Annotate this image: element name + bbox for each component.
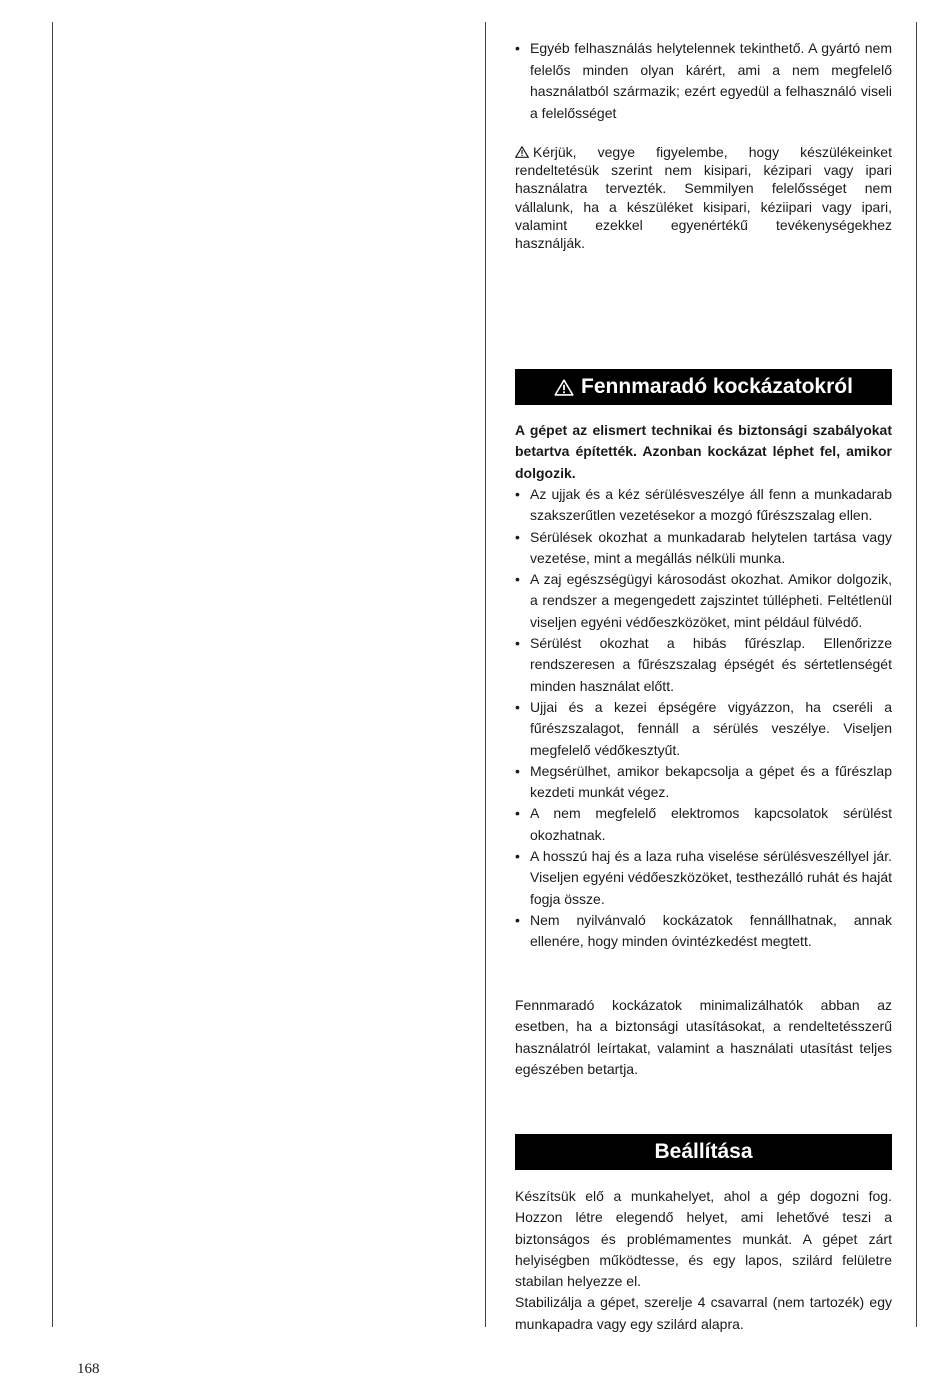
list-item: • A zaj egészségügyi károsodást okozhat. Amikor dolgozik, a rendszer a megengedett zajszintet túllépheti. Feltétlenül viseljen egyéni védőeszközöket, mint például fülvédő.	[515, 569, 892, 633]
setup-heading	[515, 1134, 892, 1170]
risks-summary: Fennmaradó kockázatok minimalizálhatók abban az esetben, ha a biztonsági utasításokat, a rendeltetésszerű használatról leírtakat, valamint a használati utasítást teljes egészében betartja.	[515, 997, 892, 1077]
list-item: • Ujjai és a kezei épségére vigyázzon, ha cseréli a fűrészszalagot, fennáll a sérülés veszélye. Viseljen megfelelő védőkesztyűt.	[515, 697, 892, 761]
heading-text: Beállítása	[654, 1140, 753, 1163]
setup-paragraph: Készítsük elő a munkahelyet, ahol a gép dogozni fog. Hozzon létre elegendő helyet, ami lehetővé teszi a biztonságos és problémamentes munkát. A gépet zárt helyiségben működtesse, és egy lapos, szilárd felületre stabilan helyezze el.	[515, 1188, 892, 1290]
column-divider-line	[485, 22, 486, 1327]
warning-triangle-icon	[515, 146, 529, 158]
page-number: 168	[77, 1361, 100, 1377]
list-item: • Nem nyilvánvaló kockázatok fennállhatnak, annak ellenére, hogy minden óvintézkedést megtett.	[515, 910, 892, 953]
list-item: • A nem megfelelő elektromos kapcsolatok sérülést okozhatnak.	[515, 803, 892, 846]
notice-text: Kérjük, vegye figyelembe, hogy készülékeinket rendeltetésük szerint nem kisipari, kézipari vagy ipari használatra tervezték. Semmilyen felelősséget nem vállalunk, ha a készüléket kisipari, kéziipari vagy ipari, valamint ezekkel egyenértékű tevékenységekhez használják.	[515, 144, 892, 252]
residual-risks-heading	[515, 369, 892, 405]
heading-text: Fennmaradó kockázatokról	[581, 375, 853, 398]
industrial-use-notice	[515, 143, 892, 252]
right-border-line	[916, 22, 917, 1327]
left-border-line	[52, 22, 53, 1327]
list-item: • Egyéb felhasználás helytelennek tekinthető. A gyártó nem felelős minden olyan kárért, ami a nem megfelelő használatból származik; ezért egyedül a felhasználó viseli a felelősséget	[515, 38, 892, 124]
usage-bullet-list	[515, 38, 892, 124]
list-item: • Sérülések okozhat a munkadarab helytelen tartása vagy vezetése, mint a megállás nélküli munka.	[515, 527, 892, 570]
list-item: • Sérülést okozhat a hibás fűrészlap. Ellenőrizze rendszeresen a fűrészszalag épségét és sértetlenségét minden használat előtt.	[515, 633, 892, 697]
list-item: • A hosszú haj és a laza ruha viselése sérülésveszéllyel jár. Viseljen egyéni védőeszközöket, testhezálló ruhát és haját fogja össze.	[515, 846, 892, 910]
setup-paragraph: Stabilizálja a gépet, szerelje 4 csavarral (nem tartozék) egy munkapadra vagy egy szilárd alapra.	[515, 1294, 892, 1332]
risks-intro: A gépet az elismert technikai és biztonsági szabályokat betartva építették. Azonban kockázat léphet fel, amikor dolgozik.	[515, 422, 892, 481]
list-item: • Az ujjak és a kéz sérülésveszélye áll fenn a munkadarab szakszerűtlen vezetésekor a mozgó fűrészszalag ellen.	[515, 484, 892, 527]
warning-triangle-icon	[554, 379, 574, 396]
setup-body	[515, 1186, 892, 1335]
risks-bullet-list	[515, 484, 892, 953]
list-item: • Megsérülhet, amikor bekapcsolja a gépet és a fűrészlap kezdeti munkát végez.	[515, 761, 892, 804]
